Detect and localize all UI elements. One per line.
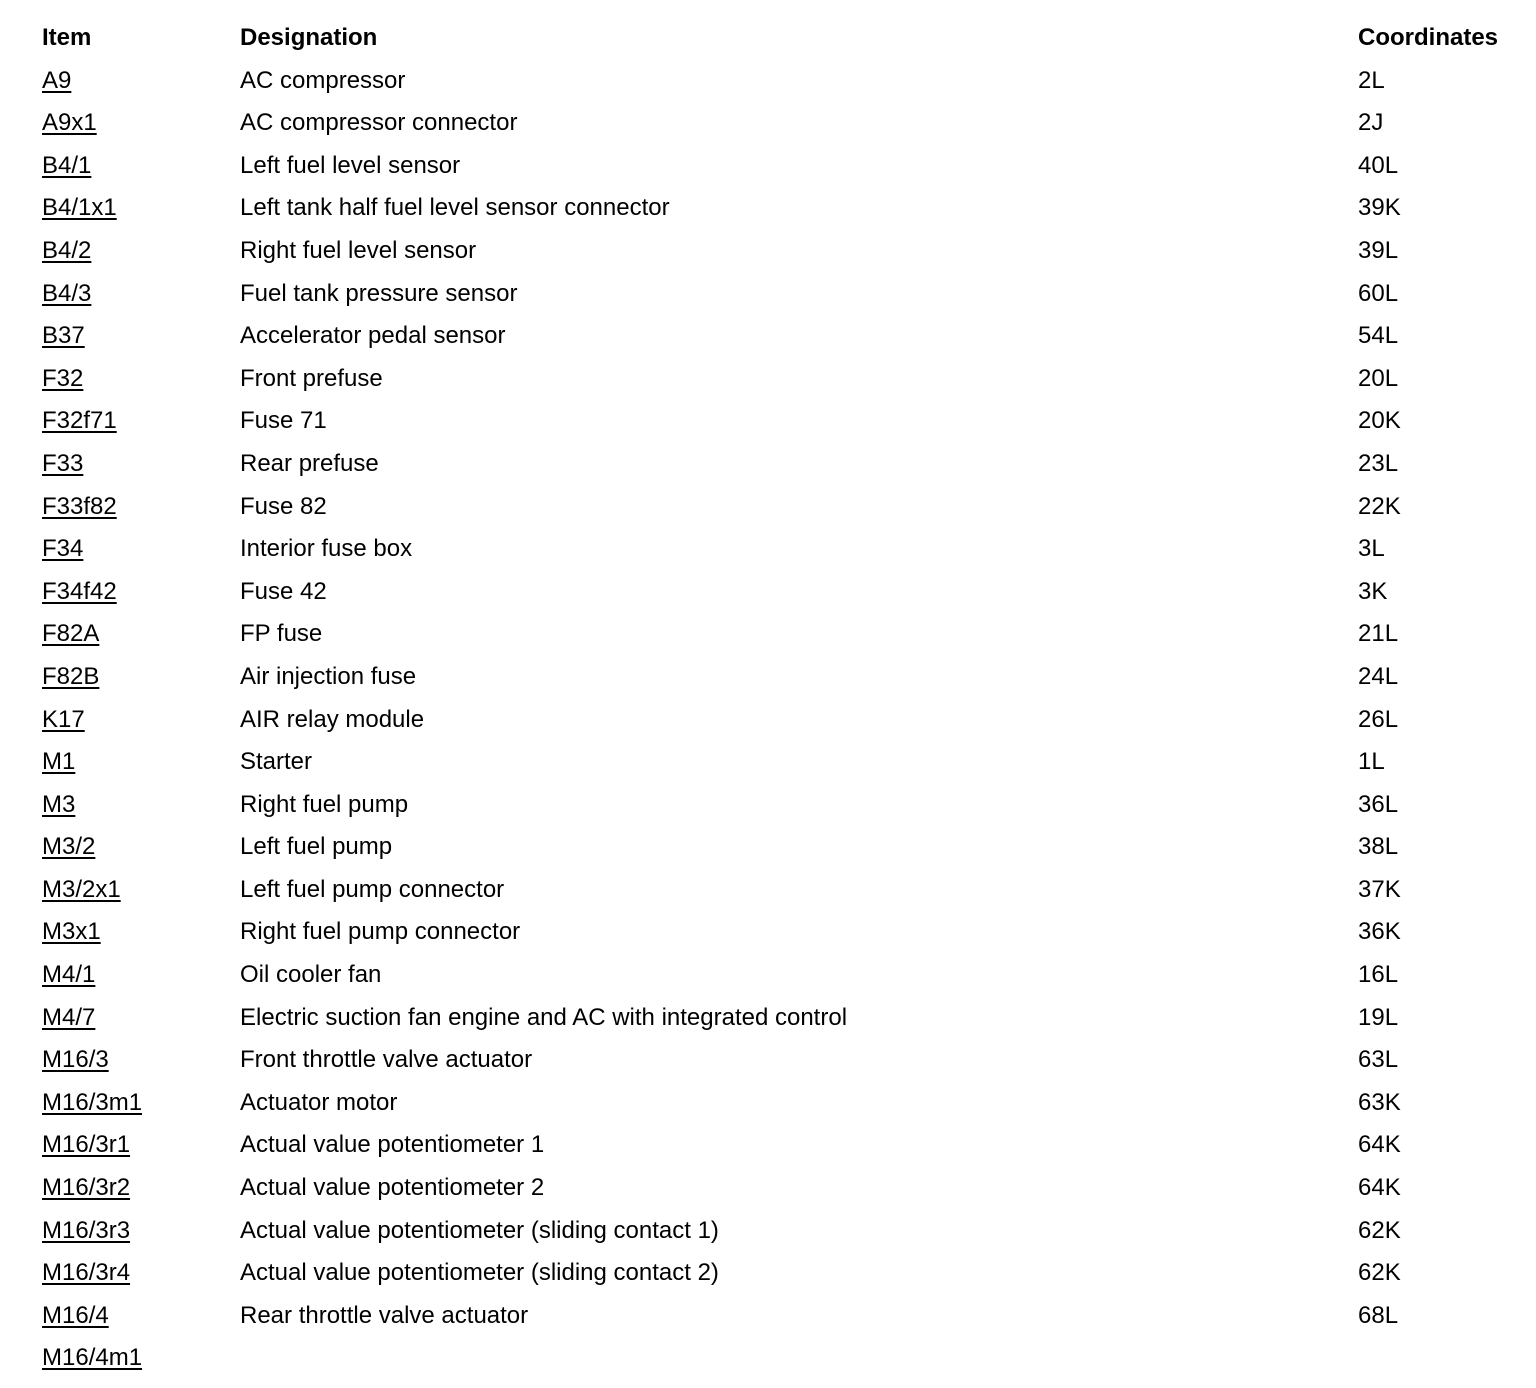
table-row (42, 446, 1522, 489)
table-row (42, 914, 1522, 957)
coordinates-cell: 63K (1358, 1088, 1401, 1116)
table-row (42, 233, 1522, 276)
designation-cell: Left fuel pump connector (240, 875, 505, 903)
table-row (42, 787, 1522, 830)
table-row (42, 872, 1522, 915)
coordinates-cell: 20L (1358, 364, 1399, 392)
item-link[interactable]: B37 (42, 322, 85, 350)
component-legend-table (42, 20, 1522, 1383)
item-link[interactable]: M3/2x1 (42, 875, 121, 903)
coordinates-cell: 36L (1358, 790, 1399, 818)
coordinates-cell: 39K (1358, 194, 1401, 222)
item-link[interactable]: B4/1 (42, 151, 92, 179)
coordinates-cell: 62K (1358, 1259, 1401, 1287)
designation-cell: Actual value potentiometer (sliding contact 2) (240, 1259, 719, 1287)
coordinates-cell: 2J (1358, 109, 1384, 137)
coordinates-cell: 39L (1358, 236, 1399, 264)
coordinates-cell: 60L (1358, 279, 1399, 307)
coordinates-cell: 36K (1358, 918, 1401, 946)
column-header-designation: Designation (240, 24, 378, 51)
coordinates-cell: 3K (1358, 577, 1388, 605)
item-link[interactable]: B4/3 (42, 279, 92, 307)
table-row (42, 1340, 1522, 1383)
item-link[interactable]: M4/1 (42, 961, 96, 989)
table-row (42, 829, 1522, 872)
coordinates-cell: 64K (1358, 1131, 1401, 1159)
table-row (42, 702, 1522, 745)
coordinates-cell: 24L (1358, 662, 1399, 690)
item-link[interactable]: M3x1 (42, 918, 101, 946)
item-link[interactable]: F32 (42, 364, 84, 392)
designation-cell: Oil cooler fan (240, 961, 382, 989)
designation-cell: Air injection fuse (240, 662, 417, 690)
table-row (42, 616, 1522, 659)
item-link[interactable]: M1 (42, 748, 76, 776)
designation-cell: Actual value potentiometer 2 (240, 1174, 545, 1202)
coordinates-cell: 54L (1358, 322, 1399, 350)
designation-cell: AIR relay module (240, 705, 425, 733)
table-row (42, 148, 1522, 191)
designation-cell: Fuse 71 (240, 407, 327, 435)
item-link[interactable]: M3/2 (42, 833, 96, 861)
item-link[interactable]: A9 (42, 66, 72, 94)
item-link[interactable]: M16/3m1 (42, 1088, 143, 1116)
coordinates-cell: 26L (1358, 705, 1399, 733)
table-row (42, 1298, 1522, 1341)
coordinates-cell: 23L (1358, 449, 1399, 477)
table-row (42, 1127, 1522, 1170)
coordinates-cell: 62K (1358, 1216, 1401, 1244)
designation-cell: Right fuel pump connector (240, 918, 521, 946)
item-link[interactable]: M16/3r1 (42, 1131, 131, 1159)
item-link[interactable]: M16/3 (42, 1046, 109, 1074)
item-link[interactable]: M16/4m1 (42, 1344, 143, 1372)
coordinates-cell: 20K (1358, 407, 1401, 435)
coordinates-cell: 2L (1358, 66, 1385, 94)
item-link[interactable]: F34f42 (42, 577, 117, 605)
item-link[interactable]: F34 (42, 535, 84, 563)
coordinates-cell: 68L (1358, 1301, 1399, 1329)
column-header-item: Item (42, 24, 92, 51)
coordinates-cell: 16L (1358, 961, 1399, 989)
item-link[interactable]: K17 (42, 705, 85, 733)
coordinates-cell: 40L (1358, 151, 1399, 179)
table-row (42, 1085, 1522, 1128)
designation-cell: FP fuse (240, 620, 323, 648)
coordinates-cell: 22K (1358, 492, 1401, 520)
table-row (42, 63, 1522, 106)
table-row (42, 574, 1522, 617)
item-link[interactable]: M4/7 (42, 1003, 96, 1031)
designation-cell: Electric suction fan engine and AC with integrated control (240, 1003, 848, 1031)
designation-cell: Front throttle valve actuator (240, 1046, 533, 1074)
designation-cell: Left fuel level sensor (240, 151, 461, 179)
coordinates-cell: 63L (1358, 1046, 1399, 1074)
designation-cell: Fuse 82 (240, 492, 327, 520)
table-row (42, 1170, 1522, 1213)
item-link[interactable]: M3 (42, 790, 76, 818)
designation-cell: Left tank half fuel level sensor connector (240, 194, 670, 222)
coordinates-cell: 64K (1358, 1174, 1401, 1202)
designation-cell: Fuel tank pressure sensor (240, 279, 518, 307)
table-row (42, 190, 1522, 233)
item-link[interactable]: F82B (42, 662, 100, 690)
item-link[interactable]: A9x1 (42, 109, 97, 137)
table-body (42, 63, 1522, 1383)
table-row (42, 531, 1522, 574)
table-row (42, 318, 1522, 361)
designation-cell: AC compressor connector (240, 109, 518, 137)
coordinates-cell: 37K (1358, 875, 1401, 903)
table-row (42, 744, 1522, 787)
item-link[interactable]: F82A (42, 620, 100, 648)
designation-cell: Rear throttle valve actuator (240, 1301, 529, 1329)
item-link[interactable]: M16/4 (42, 1301, 109, 1329)
designation-cell: Rear prefuse (240, 449, 379, 477)
table-row (42, 1042, 1522, 1085)
item-link[interactable]: F33 (42, 449, 84, 477)
item-link[interactable]: F32f71 (42, 407, 117, 435)
table-header-row (42, 20, 1522, 63)
item-link[interactable]: B4/2 (42, 236, 92, 264)
designation-cell: Actual value potentiometer 1 (240, 1131, 545, 1159)
designation-cell: Actual value potentiometer (sliding contact 1) (240, 1216, 719, 1244)
coordinates-cell: 21L (1358, 620, 1399, 648)
item-link[interactable]: M16/3r3 (42, 1216, 131, 1244)
coordinates-cell: 1L (1358, 748, 1385, 776)
coordinates-cell: 38L (1358, 833, 1399, 861)
designation-cell: Actuator motor (240, 1088, 398, 1116)
designation-cell: Left fuel pump (240, 833, 393, 861)
column-header-coordinates: Coordinates (1358, 24, 1499, 51)
item-link[interactable]: B4/1x1 (42, 194, 117, 222)
designation-cell: AC compressor (240, 66, 406, 94)
designation-cell: Right fuel pump (240, 790, 409, 818)
designation-cell: Starter (240, 748, 313, 776)
table-row (42, 276, 1522, 319)
designation-cell: Fuse 42 (240, 577, 327, 605)
item-link[interactable]: M16/3r4 (42, 1259, 131, 1287)
table-row (42, 489, 1522, 532)
coordinates-cell: 19L (1358, 1003, 1399, 1031)
item-link[interactable]: F33f82 (42, 492, 117, 520)
coordinates-cell: 3L (1358, 535, 1385, 563)
table-row (42, 1255, 1522, 1298)
table-row (42, 361, 1522, 404)
designation-cell: Interior fuse box (240, 535, 413, 563)
table-row (42, 1000, 1522, 1043)
table-row (42, 403, 1522, 446)
item-link[interactable]: M16/3r2 (42, 1174, 131, 1202)
designation-cell: Front prefuse (240, 364, 383, 392)
table-row (42, 957, 1522, 1000)
designation-cell: Right fuel level sensor (240, 236, 477, 264)
table-row (42, 659, 1522, 702)
table-row (42, 105, 1522, 148)
designation-cell: Accelerator pedal sensor (240, 322, 506, 350)
table-row (42, 1213, 1522, 1256)
